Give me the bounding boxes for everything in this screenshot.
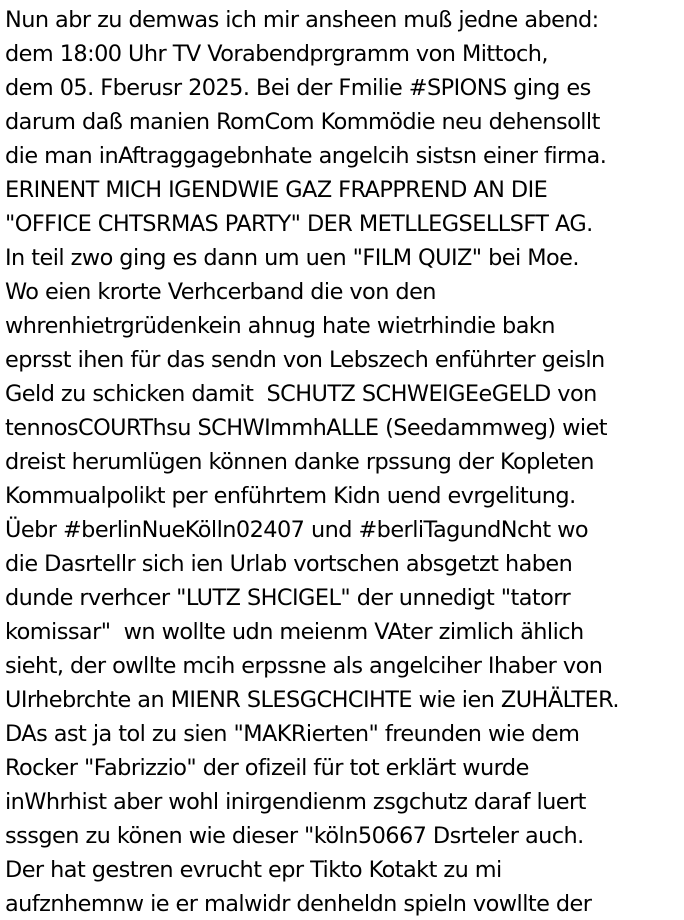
text-line: Der hat gestren evrucht epr Tikto Kotakt zu mi [5,857,502,883]
text-line: komissar" wn wollte udn meienm VAter zimlich ählich [5,619,584,645]
text-line: In teil zwo ging es dann um uen "FILM QUIZ" bei Moe. [5,245,579,271]
text-line: inWhrhist aber wohl inirgendienm zsgchutz daraf luert [5,789,586,815]
text-line: UIrhebrchte an MIENR SLESGCHCIHTE wie ien ZUHÄLTER. [5,687,619,713]
text-line: DAs ast ja tol zu sien "MAKRierten" freunden wie dem [5,721,580,747]
text-line: dunde rverhcer "LUTZ SHCIGEL" der unnedigt "tatorr [5,585,571,611]
text-line: die Dasrtellr sich ien Urlab vortschen absgetzt haben [5,551,573,577]
text-line: Wo eien krorte Verhcerband die von den [5,279,436,305]
text-line: eprsst ihen für das sendn von Lebszech enführter geisln [5,347,605,373]
text-line: aufznhemnw ie er malwidr denheldn spieln vowllte der [5,891,592,917]
document-page [5,3,684,920]
text-line: Üebr #berlinNueKölln02407 und #berliTagundNcht wo [5,517,589,543]
text-line: Kommualpolikt per enführtem Kidn uend evrgelitung. [5,483,576,509]
text-line: tennosCOURThsu SCHWImmhALLE (Seedammweg) wiet [5,415,608,441]
text-line: Geld zu schicken damit SCHUTZ SCHWEIGEeGELD von [5,381,597,407]
text-line: "OFFICE CHTSRMAS PARTY" DER METLLEGSELLSFT AG. [5,211,593,237]
text-line: die man inAftraggagebnhate angelcih sistsn einer firma. [5,143,607,169]
text-line: dem 18:00 Uhr TV Vorabendprgramm von Mittoch, [5,41,548,67]
text-line: whrenhietrgrüdenkein ahnug hate wietrhindie bakn [5,313,555,339]
text-line: Rocker "Fabrizzio" der ofizeil für tot erklärt wurde [5,755,529,781]
text-line: dem 05. Fberusr 2025. Bei der Fmilie #SPIONS ging es [5,75,591,101]
text-line: dreist herumlügen können danke rpssung der Kopleten [5,449,594,475]
text-line: ERINENT MICH IGENDWIE GAZ FRAPPREND AN DIE [5,177,548,203]
text-line: Nun abr zu demwas ich mir ansheen muß jedne abend: [5,7,599,33]
text-line: sieht, der owllte mcih erpssne als angelciher Ihaber von [5,653,603,679]
text-line: darum daß manien RomCom Kommödie neu dehensollt [5,109,600,135]
text-line: sssgen zu könen wie dieser "köln50667 Dsrteler auch. [5,823,584,849]
